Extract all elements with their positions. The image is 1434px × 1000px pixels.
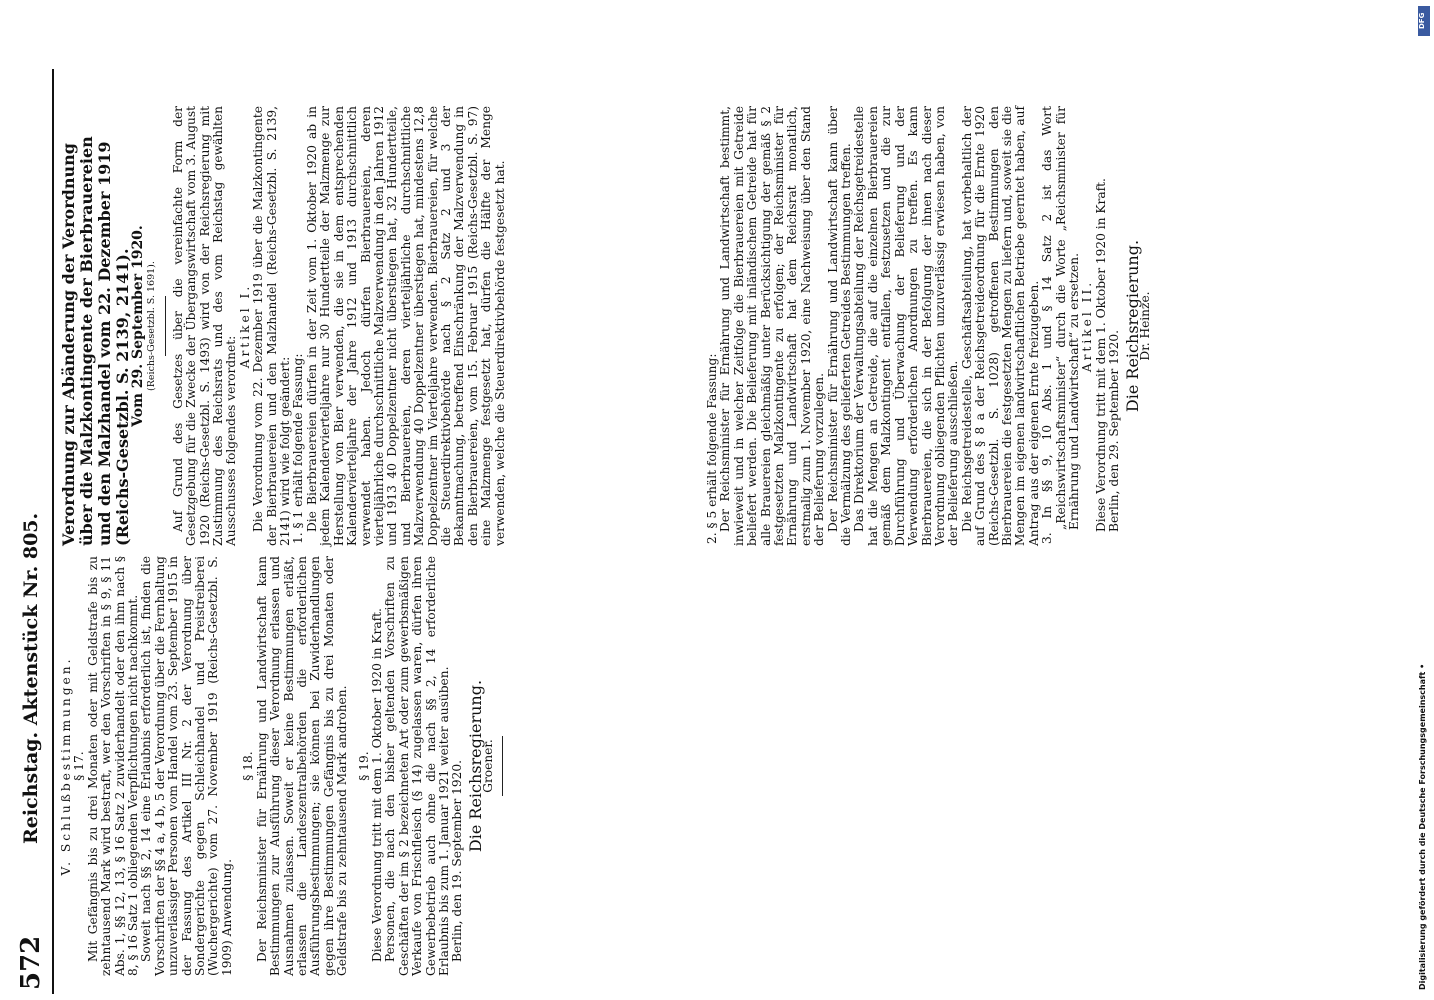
signature: Dr. Heinze. bbox=[1138, 291, 1152, 361]
separator bbox=[502, 736, 503, 796]
digitization-margin bbox=[1416, 6, 1432, 994]
paragraph-17-heading: § 17. bbox=[72, 751, 87, 781]
page-number: 572 bbox=[16, 935, 46, 990]
item-1-text: Die Bierbrauereien dürfen in der Zeit vom 1. Oktober 1920 ab in jedem Kalendervierteljahre nur 30 Hundertteile der Malzmenge zur Herstellung von Bier verwenden, die sie in dem entsprechenden Kalendervierteljahre der Jahre 1912 und 1913 durchschnittlich verwendet haben. Jedoch dürfen Bierbrauereien, deren vierteljährliche durchschnittliche Malzverwendung in den Jahren 1912 und 1913 40 Doppelzentner nicht überstiegen hat, 32 Hundertteile, und Bierbrauereien, deren vierteljährliche durchschnittliche Malzverwendung 40 Doppelzentner überstiegen hat, mindestens 12,8 Doppelzentner im Vierteljahre verwenden. Bierbrauereien, für welche die Steuerdirektivbehörde nach § 2 Satz 2 und 3 der Bekanntmachung, betreffend Einschränkung der Malzverwendung in den Bierbrauereien, vom 15. Februar 1915 (Reichs-Gesetzbl. S. 97) eine Malzmenge festgesetzt hat, dürfen die Hälfte der Menge verwenden, welche die Steuerdirektivbehörde festgesetzt hat. bbox=[304, 106, 507, 546]
paragraph-19-text: Personen, die nach den bisher geltenden Vorschriften zu Geschäften der im § 2 bezeichneten Art oder zum gewerbsmäßigen Verkaufe von Frischfleisch (§ 14) zugelassen waren, dürfen ihren Gewerbebetrieb auch ohne die nach §§ 2, 14 erforderliche Erlaubnis bis zum 1. Januar 1921 weiter ausüben. bbox=[383, 556, 451, 976]
signature: Groener. bbox=[481, 739, 496, 793]
digitization-note: Digitalisierung gefördert durch die Deutsche Forschungsgemeinschaft • bbox=[1418, 663, 1427, 990]
government-line: Die Reichsregierung. bbox=[465, 679, 485, 853]
date-line: Berlin, den 19. September 1920. bbox=[450, 759, 465, 962]
item-3: 3. In §§ 9, 10 Abs. 1 und § 14 Satz 2 ist das Wort „Reichswirtschaftsminister“ durch die Worte „Reichsminister für Ernährung und Landwirtschaft“ zu ersetzen. bbox=[1040, 106, 1081, 544]
paragraph-17-text: Soweit nach §§ 2, 14 eine Erlaubnis erforderlich ist, finden die Vorschriften der §§ 4 a, 4 b, 5 der Verordnung über die Fernhaltung unzuverlässiger Personen vom Handel vom 23. September 1915 in der Fassung des Artikel III Nr. 2 der Verordnung über Sondergerichte gegen Schleichhandel und Preistreiberei (Wuchergerichte) vom 27. November 1919 (Reichs-Gesetzbl. S. 1909) Anwendung. bbox=[139, 556, 234, 976]
decree-title: Verordnung zur Abänderung der Verordnung über die Malzkontingente der Bierbrauereien und den Malzhandel vom 22. Dezember 1919 (Reichs-Gesetzbl. S. 2139, 2141). bbox=[59, 136, 132, 546]
article-1-text: Die Verordnung vom 22. Dezember 1919 über die Malzkontingente der Bierbrauereien und den Malzhandel (Reichs-Gesetzbl. S. 2139, 2141) wird wie folgt geändert: bbox=[251, 106, 293, 546]
dfg-logo: DFG bbox=[1418, 6, 1430, 36]
article-2-heading: Artikel II. bbox=[1080, 279, 1095, 373]
item-2-text: Der Reichsminister für Ernährung und Landwirtschaft kann über die Vermälzung des gelieferten Getreides Bestimmungen treffen. bbox=[825, 106, 854, 546]
header-rule bbox=[52, 69, 54, 994]
item-1: 1. § 1 erhält folgende Fassung: bbox=[291, 353, 306, 544]
paragraph-17-text: Mit Gefängnis bis zu drei Monaten oder mit Geldstrafe bis zu zehntausend Mark wird bestraft, wer den Vorschriften in § 9, § 11 Abs. 1, §§ 12, 13, § 16 Satz 2 zuwiderhandelt oder den ihm nach § 8, § 16 Satz 1 obliegenden Verpflichtungen nicht nachkommt. bbox=[85, 556, 141, 976]
date-line: Berlin, den 29. September 1920. bbox=[1107, 329, 1122, 532]
decree-date: Vom 29. September 1920. bbox=[130, 225, 146, 427]
section-title: V. Schlußbestimmungen. bbox=[59, 656, 73, 876]
paragraph-18-heading: § 18. bbox=[241, 751, 256, 781]
item-2-text: Das Direktorium der Verwaltungsabteilung der Reichsgetreidestelle hat die Mengen an Getreide, die auf die einzelnen Bierbrauereien gemäß dem Malzkontingent entfallen, festzusetzen und die zur Durchführung und Überwachung der Belieferung und der Verwendung erforderlichen Anordnungen zu treffen. Es kann Bierbrauereien, die sich in der Befolgung der ihnen nach dieser Verordnung obliegenden Pflichten unzuverlässig erwiesen haben, von der Belieferung ausschließen. bbox=[852, 106, 961, 546]
paragraph-18-text: Der Reichsminister für Ernährung und Landwirtschaft kann Bestimmungen zur Ausführung dieser Verordnung erlassen und Ausnahmen zulassen. Soweit er keine Bestimmungen erläßt, erlassen die Landeszentralbehörden die erforderlichen Ausführungsbestimmungen; sie können bei Zuwiderhandlungen gegen ihre Bestimmungen Gefängnis bis zu drei Monaten oder Geldstrafe bis zu zehntausend Mark androhen. bbox=[254, 556, 350, 976]
middle-column bbox=[60, 106, 507, 546]
right-column bbox=[706, 106, 1152, 546]
item-2-text: Der Reichsminister für Ernährung und Landwirtschaft bestimmt, inwieweit und in welcher Zeitfolge die Bierbrauereien mit Getreide beliefert werden. Die Belieferung mit inländischem Getreide hat für alle Brauereien gleichmäßig unter Berücksichtigung der gemäß § 2 festgesetzten Malzkontingente zu erfolgen; der Reichsminister für Ernährung und Landwirtschaft hat dem Reichsrat monatlich, erstmalig zum 1. November 1920, eine Nachweisung über den Stand der Belieferung vorzulegen. bbox=[718, 106, 827, 546]
left-column bbox=[60, 556, 509, 976]
running-head: Reichstag. Aktenstück Nr. 805. bbox=[20, 512, 42, 844]
decree-intro: Auf Grund des Gesetzes über die vereinfachte Form der Gesetzgebung für die Zwecke der Übergangswirtschaft vom 3. August 1920 (Reichs-Gesetzbl. S. 1493) wird von der Reichsregierung mit Zustimmung des Reichsrats und des vom Reichstag gewählten Ausschusses folgendes verordnet: bbox=[170, 106, 239, 546]
article-2-text: Diese Verordnung tritt mit dem 1. Oktober 1920 in Kraft. bbox=[1093, 178, 1108, 532]
item-2-text: Die Reichsgetreidestelle, Geschäftsabteilung, hat vorbehaltlich der auf Grund des § 8 a der Reichsgetreideordnung für die Ernte 1920 (Reichs-Gesetzbl. S. 1028) getroffenen Bestimmungen den Bierbrauereien die festgesetzten Mengen zu liefern und, soweit sie die Mengen im eigenen landwirtschaftlichen Betriebe geerntet haben, auf Antrag aus der eigenen Ernte freizugeben. bbox=[959, 106, 1041, 546]
separator bbox=[165, 296, 166, 356]
decree-reference: (Reichs-Gesetzbl. S. 1691). bbox=[146, 261, 158, 391]
paragraph-19-heading: § 19. bbox=[356, 751, 371, 781]
item-2: 2. § 5 erhält folgende Fassung: bbox=[705, 353, 719, 544]
rotated-page-content bbox=[6, 64, 1366, 994]
article-1-heading: Artikel I. bbox=[237, 283, 252, 369]
paragraph-19-text: Diese Verordnung tritt mit dem 1. Oktober 1920 in Kraft. bbox=[369, 608, 384, 962]
government-line: Die Reichsregierung. bbox=[1122, 239, 1142, 413]
